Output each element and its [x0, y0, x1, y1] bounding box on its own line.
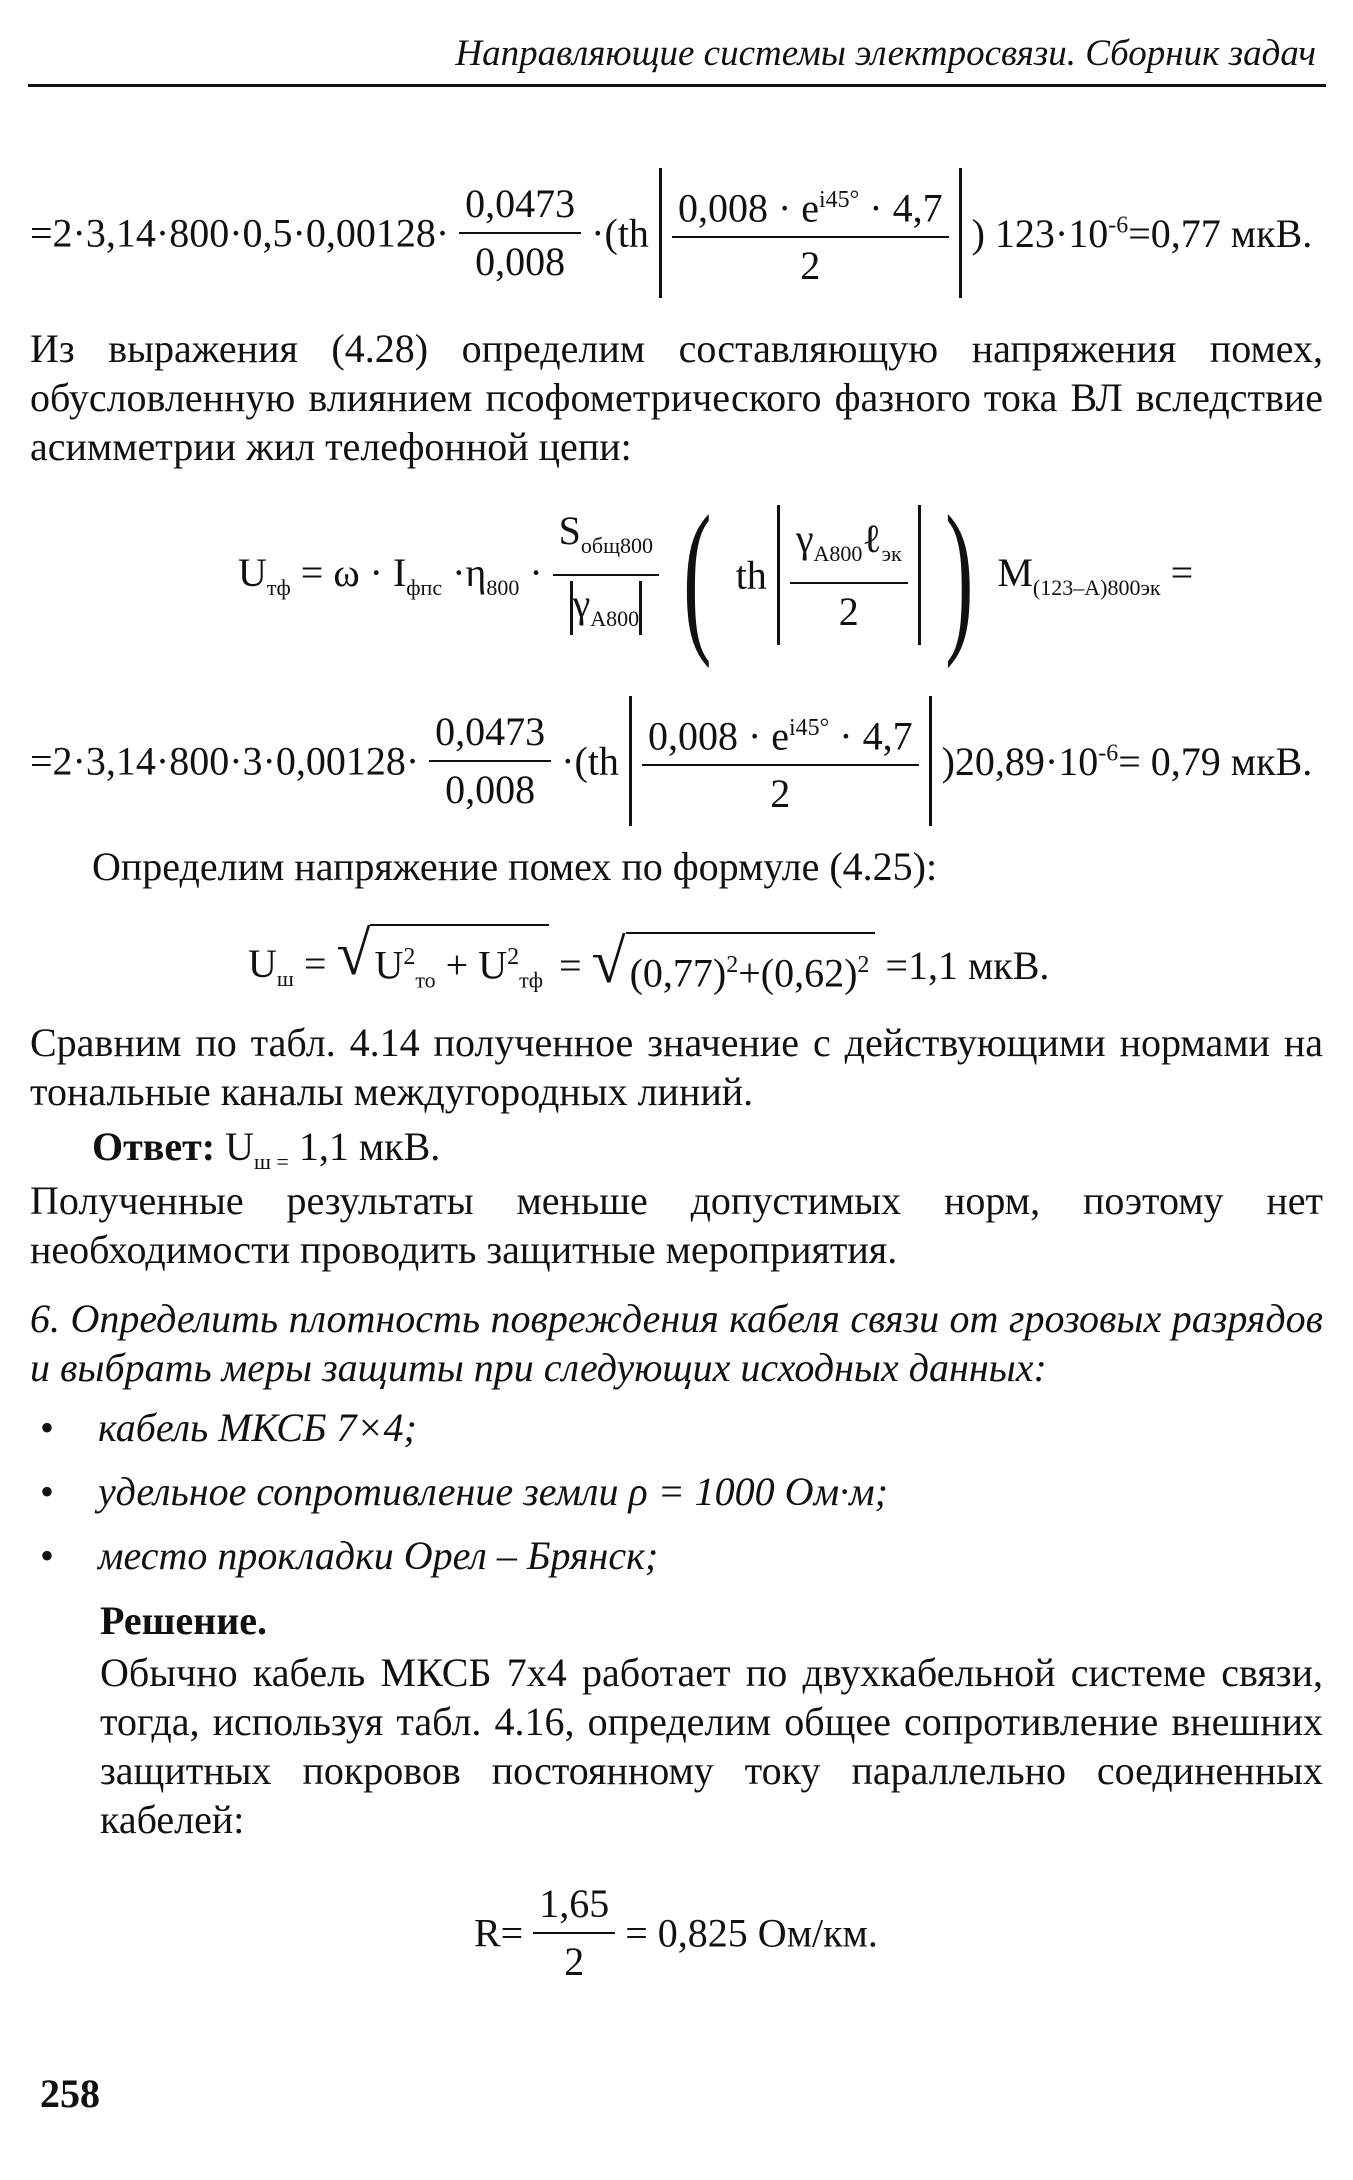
running-header [28, 22, 1326, 87]
eq5-fraction [533, 1880, 615, 1986]
eq2-eq-end: = [1160, 550, 1194, 595]
eq2-U-sub: тф [266, 575, 291, 600]
bullet-text: место прокладки Орел – Брянск; [98, 1533, 659, 1578]
eq2-ell: ℓ [862, 515, 882, 561]
paren-open: ( [683, 481, 712, 669]
sqrt-1 [336, 920, 549, 1007]
list-item [40, 1460, 1320, 1524]
task-6: 6. Определить плотность повреждения кабеля связи от грозовых разрядов и выбрать меры защиты при следующих исходных данных: [30, 1296, 1323, 1390]
eq4-u2-sub: тф [519, 967, 543, 993]
eq2-S: S [558, 508, 581, 553]
eq1-abs-num-tail: · 4,7 [859, 185, 943, 231]
eq4-U-sub: ш [276, 965, 294, 991]
eq2-U: U [238, 550, 267, 595]
eq2-eta: ·η [442, 550, 487, 595]
equation-1 [30, 168, 1312, 298]
answer-value: 1,1 мкВ. [288, 1124, 441, 1169]
eq1-prefix: =2·3,14·800·0,5·0,00128· [30, 210, 450, 256]
solution-label: Решение. [100, 1598, 268, 1643]
equation-2 [238, 481, 1194, 669]
eq3-abs-num-tail: · 4,7 [829, 713, 913, 759]
eq3-frac-num: 0,0473 [435, 709, 546, 754]
eq4-result: =1,1 мкВ. [885, 943, 1050, 989]
eq5-den: 2 [564, 1939, 585, 1984]
eq4-plus: + U [435, 942, 508, 988]
eq5-rhs: = 0,825 Ом/км. [625, 1910, 878, 1956]
equation-3 [30, 696, 1312, 826]
eq2-dot: · [519, 550, 543, 595]
eq2-lhs [238, 550, 543, 600]
sqrt-1-content [370, 924, 549, 1007]
eq2-inner-num [790, 515, 908, 582]
header-title: Направляющие системы электросвязи. Сборник задач [455, 33, 1316, 74]
eq2-frac-num [553, 507, 659, 574]
eq1-abs-num-sup: i45° [819, 186, 860, 213]
abs-bar-right [929, 696, 932, 826]
eq3-frac-den: 0,008 [445, 767, 536, 812]
abs-bar-right [639, 581, 642, 635]
paragraph-2: Определим напряжение помех по формуле (4.25): [92, 844, 938, 889]
eq4-expr-b: +(0,62) [738, 949, 858, 995]
eq2-inner-gamma-sub: A800 [813, 540, 863, 566]
page-number: 258 [40, 2071, 100, 2116]
eq4-eq2: = [558, 943, 592, 989]
equation-5 [474, 1880, 878, 1986]
abs-bar-right [959, 168, 962, 298]
eq4-U: U [248, 940, 277, 986]
eq1-abs-num [672, 176, 949, 236]
eq3-fraction [429, 708, 551, 814]
sqrt-2-content [626, 932, 876, 1000]
eq4-u1-sup: 2 [403, 944, 416, 970]
bullet-text: кабель МКСБ 7×4; [98, 1405, 417, 1450]
eq4-u1: U [374, 942, 404, 988]
paren-close: ) [944, 481, 974, 669]
radical-sign: √ [591, 927, 626, 996]
eq2-I-sub: фпс [406, 575, 443, 600]
eq3-abs-num-sup: i45° [789, 714, 830, 741]
eq1-suffix-a: ) 123·10 [971, 210, 1109, 256]
eq4-expr-a-sup: 2 [726, 951, 739, 978]
answer-label: Ответ: [92, 1124, 216, 1169]
eq2-M: M [997, 550, 1033, 595]
answer-U: U [225, 1124, 254, 1169]
eq4-lhs [248, 940, 337, 991]
eq2-M-sub: (123–A)800эк [1032, 575, 1161, 600]
paragraph-1: Из выражения (4.28) определим составляющую напряжения помех, обусловленную влиянием псофометрического фазного тока ВЛ вследствие асимметрии жил телефонной цепи: [30, 326, 1323, 469]
eq2-fraction [553, 507, 659, 643]
bullet-icon: • [40, 1533, 55, 1578]
eq3-suffix [942, 739, 1313, 784]
eq3-prefix: =2·3,14·800·3·0,00128· [30, 738, 420, 784]
eq4-u2-sup: 2 [507, 944, 520, 970]
eq1-abs-fraction [672, 176, 949, 290]
eq3-abs-num [642, 704, 919, 764]
list-item [40, 1396, 1320, 1460]
eq2-ell-sub: эк [881, 540, 902, 566]
abs-bar-right [918, 505, 921, 645]
eq3-suffix-b: = 0,79 мкВ. [1118, 738, 1313, 784]
bullet-text: удельное сопротивление земли ρ = 1000 Ом·м; [98, 1469, 888, 1514]
eq2-inner-gamma: γ [795, 515, 814, 561]
eq5-num: 1,65 [539, 1881, 610, 1926]
paragraph-3: Сравним по табл. 4.14 полученное значение с действующими нормами на тональные каналы междугородных линий. [30, 1020, 1323, 1114]
paragraph-4: Полученные результаты меньше допустимых норм, поэтому нет необходимости проводить защитные мероприятия. [30, 1178, 1323, 1272]
eq5-lhs: R= [474, 1910, 524, 1956]
eq4-expr-b-sup: 2 [857, 951, 870, 978]
eq2-rhs [997, 550, 1194, 600]
eq1-frac-den: 0,008 [475, 239, 566, 284]
eq1-suffix [972, 211, 1313, 256]
answer-U-sub: ш = [253, 1149, 289, 1174]
eq2-th: th [735, 552, 767, 598]
eq1-frac-num: 0,0473 [465, 181, 576, 226]
eq1-abs-num-main: 0,008 · e [677, 185, 820, 231]
eq1-th-open: ·(th [591, 210, 649, 256]
eq1-abs-den: 2 [800, 243, 821, 289]
eq3-abs-num-main: 0,008 · e [647, 713, 790, 759]
radical-sign: √ [336, 920, 371, 988]
eq2-inner-fraction [790, 515, 908, 636]
eq2-S-sub: общ800 [580, 533, 654, 558]
eq1-fraction [459, 180, 581, 286]
bullet-icon: • [40, 1405, 55, 1450]
sqrt-2 [591, 927, 876, 1000]
eq2-eta-sub: 800 [486, 575, 520, 600]
eq3-suffix-a: )20,89·10 [941, 738, 1099, 784]
eq2-omega: = ω · I [290, 550, 407, 595]
abs-bar-left [629, 696, 632, 826]
eq4-u1-sub: то [415, 967, 436, 993]
eq3-abs-den: 2 [770, 771, 791, 817]
eq4-eq1: = [293, 940, 337, 986]
eq2-frac-den [564, 576, 649, 643]
eq3-th-open: ·(th [561, 738, 619, 784]
eq2-gamma: γ [572, 581, 591, 626]
eq1-suffix-b: =0,77 мкВ. [1128, 210, 1313, 256]
equation-4 [248, 920, 1050, 1007]
eq1-suffix-sup: -6 [1108, 212, 1129, 239]
abs-bar-left [659, 168, 662, 298]
list-item [40, 1524, 1320, 1588]
eq2-gamma-sub: A800 [590, 606, 640, 631]
eq3-abs-fraction [642, 704, 919, 818]
eq4-expr-a: (0,77) [629, 949, 727, 995]
bullet-icon: • [40, 1469, 55, 1514]
bullet-list [40, 1396, 1320, 1588]
eq3-suffix-sup: -6 [1098, 740, 1119, 767]
paragraph-5: Обычно кабель МКСБ 7х4 работает по двухкабельной системе связи, тогда, используя табл. 4.16, определим общее сопротивление внешних защитных покровов постоянному току параллельно соединенных кабелей: [100, 1650, 1323, 1842]
abs-bar-left [777, 505, 780, 645]
eq2-inner-den: 2 [838, 588, 859, 634]
